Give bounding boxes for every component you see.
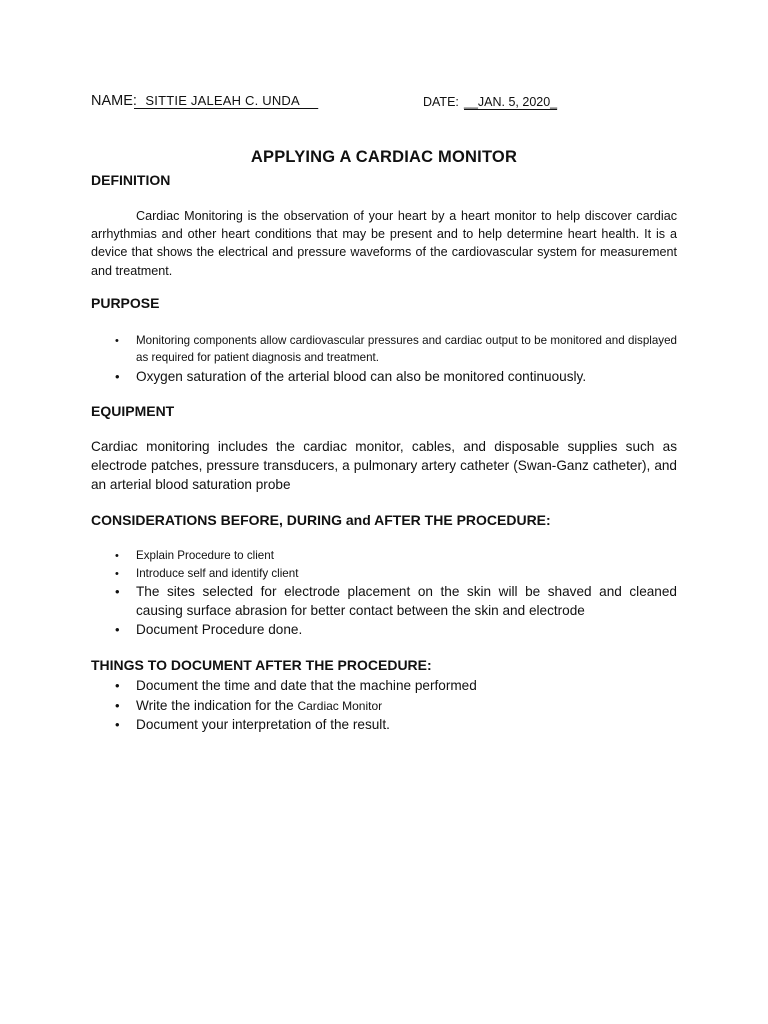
document-item-3: Document your interpretation of the result. [136,717,390,732]
equipment-text: Cardiac monitoring includes the cardiac monitor, cables, and disposable supplies such as electrode patches, pressure transducers, a pulmonary artery catheter (Swan-Ganz catheter), and an arterial blood saturation probe [91,439,677,492]
document-item-2-prefix: Write the indication for the [136,697,298,713]
bullet: • [115,717,120,732]
document-after-list [91,677,677,735]
document-item-2-suffix: Cardiac Monitor [297,698,383,713]
considerations-heading: CONSIDERATIONS BEFORE, DURING and AFTER THE PROCEDURE: [91,512,551,528]
list-item [91,566,677,583]
considerations-item-1: Explain Procedure to client [136,549,274,562]
bullet: • [115,335,119,347]
purpose-list [91,333,677,387]
considerations-item-3: The sites selected for electrode placement on the skin will be shaved and cleaned causing surface abrasion for better contact between the skin and electrode [136,584,677,618]
definition-heading: DEFINITION [91,172,171,188]
purpose-item-2: Oxygen saturation of the arterial blood can also be monitored continuously. [136,369,587,384]
purpose-heading: PURPOSE [91,295,160,311]
document-item-1: Document the time and date that the machine performed [136,678,477,693]
bullet: • [115,678,120,693]
document-after-heading: THINGS TO DOCUMENT AFTER THE PROCEDURE: [91,657,432,673]
bullet: • [115,567,119,580]
list-item [91,548,677,565]
document-title: APPLYING A CARDIAC MONITOR [250,148,518,166]
bullet: • [115,369,120,384]
equipment-heading: EQUIPMENT [91,403,175,419]
name-value: SITTIE JALEAH C. UNDA [134,93,319,108]
list-item [91,716,677,735]
considerations-list [91,548,677,640]
considerations-item-2: Introduce self and identify client [136,566,299,580]
list-item [91,368,677,387]
name-label: NAME: [91,93,137,109]
list-item [91,677,677,696]
bullet: • [115,697,120,713]
bullet: • [115,550,119,562]
definition-text: Cardiac Monitoring is the observation of your heart by a heart monitor to help discover cardiac arrhythmias and other heart conditions that may be present and to help determine heart health. It is a device that shows the electrical and pressure waveforms of the cardiovascular system for measurement and treatment. [91,209,677,278]
date-label: DATE: [423,95,459,109]
bullet: • [115,622,120,637]
purpose-item-1: Monitoring components allow cardiovascular pressures and cardiac output to be monitored and displayed as required for patient diagnosis and treatment. [136,334,677,364]
list-item [91,697,677,716]
considerations-item-4: Document Procedure done. [136,622,303,637]
bullet: • [115,584,120,599]
list-item [91,621,677,640]
list-item [91,583,677,620]
list-item [91,333,677,366]
date-value: __JAN. 5, 2020_ [464,95,558,109]
